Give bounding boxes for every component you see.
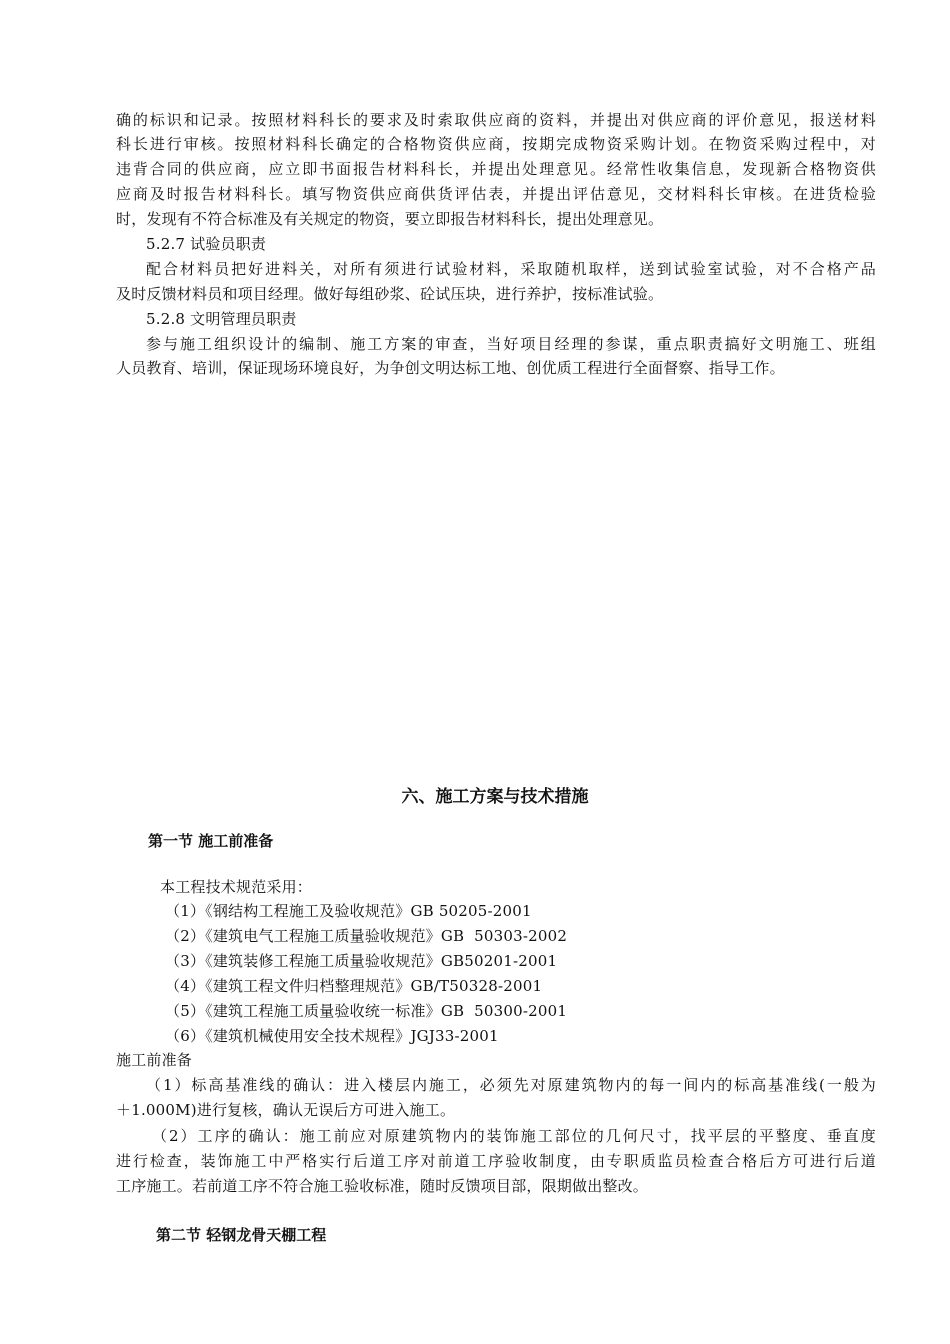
- paragraph-line: 确的标识和记录。按照材料科长的要求及时索取供应商的资料，并提出对供应商的评价意见，报送材料: [116, 111, 876, 129]
- section-title: 第一节 施工前准备: [148, 832, 274, 850]
- list-item: （1）《钢结构工程施工及验收规范》GB 50205-2001: [165, 902, 532, 920]
- paragraph-line: 工序施工。若前道工序不符合施工验收标准，随时反馈项目部，限期做出整改。: [116, 1177, 649, 1195]
- subsection-heading: 5.2.8 文明管理员职责: [146, 310, 297, 328]
- paragraph-line: 违背合同的供应商，应立即书面报告材料科长，并提出处理意见。经常性收集信息，发现新合格物资供: [116, 160, 876, 178]
- paragraph-line: （2）工序的确认：施工前应对原建筑物内的装饰施工部位的几何尺寸，找平层的平整度、垂直度: [152, 1127, 876, 1145]
- paragraph-line: ＋1.000M)进行复核，确认无误后方可进入施工。: [116, 1101, 456, 1119]
- list-item: （2）《建筑电气工程施工质量验收规范》GB 50303-2002: [165, 927, 568, 945]
- paragraph-line: 进行检查，装饰施工中严格实行后道工序对前道工序验收制度，由专职质监员检查合格后方可进行后道: [116, 1152, 876, 1170]
- paragraph-line: 科长进行审核。按照材料科长确定的合格物资供应商，按期完成物资采购计划。在物资采购过程中，对: [116, 135, 876, 153]
- list-item: （3）《建筑装修工程施工质量验收规范》GB50201-2001: [165, 952, 558, 970]
- list-item: （6）《建筑机械使用安全技术规程》JGJ33-2001: [165, 1027, 499, 1045]
- paragraph-line: 配合材料员把好进料关，对所有须进行试验材料，采取随机取样，送到试验室试验，对不合格产品: [146, 260, 876, 278]
- prep-label: 施工前准备: [116, 1051, 193, 1069]
- chapter-title: 六、施工方案与技术措施: [401, 787, 589, 807]
- subsection-heading: 5.2.7 试验员职责: [146, 235, 267, 253]
- list-item: （4）《建筑工程文件归档整理规范》GB/T50328-2001: [165, 977, 543, 995]
- paragraph-line: （1）标高基准线的确认：进入楼层内施工，必须先对原建筑物内的每一间内的标高基准线(一般为: [146, 1076, 876, 1094]
- paragraph-line: 时，发现有不符合标准及有关规定的物资，要立即报告材料科长，提出处理意见。: [116, 210, 664, 228]
- section-title: 第二节 轻钢龙骨天棚工程: [156, 1226, 327, 1244]
- paragraph-line: 参与施工组织设计的编制、施工方案的审查，当好项目经理的参谋，重点职责搞好文明施工、班组: [146, 335, 876, 353]
- list-item: （5）《建筑工程施工质量验收统一标准》GB 50300-2001: [165, 1002, 568, 1020]
- standards-intro: 本工程技术规范采用：: [160, 878, 313, 896]
- paragraph-line: 人员教育、培训，保证现场环境良好，为争创文明达标工地、创优质工程进行全面督察、指导工作。: [116, 359, 785, 377]
- paragraph-line: 应商及时报告材料科长。填写物资供应商供货评估表，并提出评估意见，交材料科长审核。在进货检验: [116, 185, 876, 203]
- paragraph-line: 及时反馈材料员和项目经理。做好每组砂浆、砼试压块，进行养护，按标准试验。: [116, 285, 664, 303]
